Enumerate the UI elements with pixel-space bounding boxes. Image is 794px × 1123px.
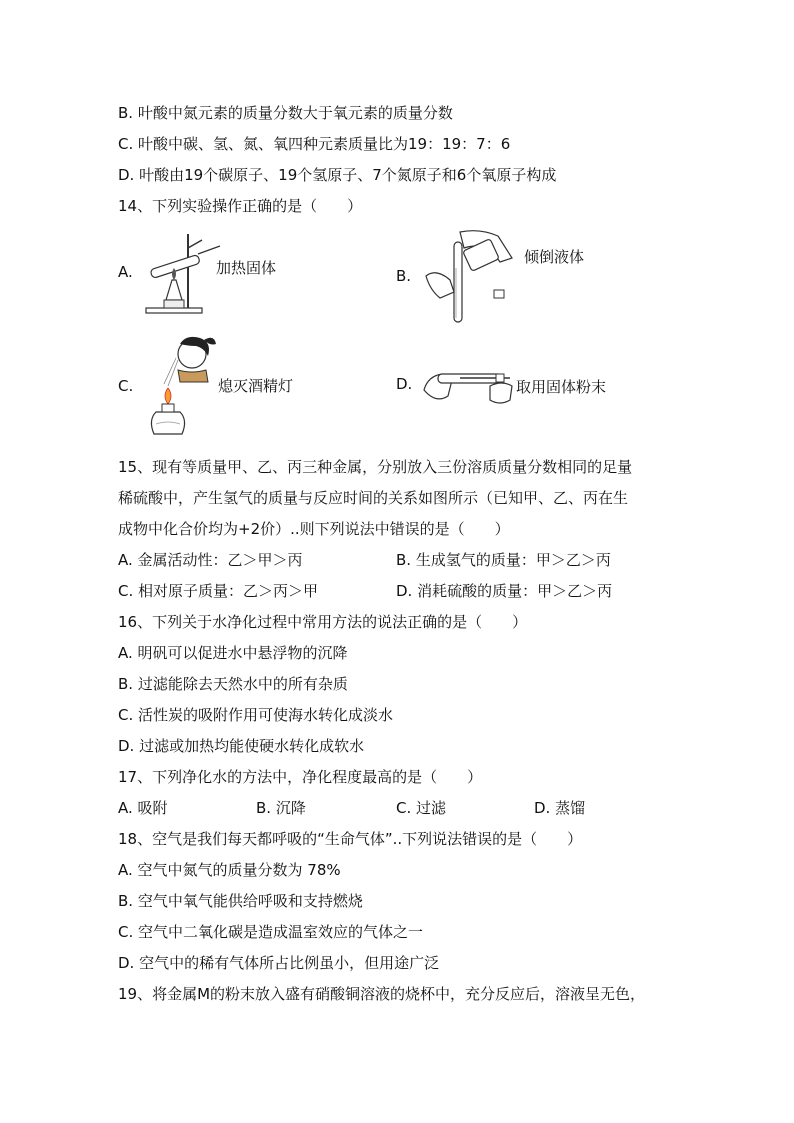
q14-stem: 14、下列实验操作正确的是（ ） <box>118 197 363 215</box>
q15-stem-line-1: 15、现有等质量甲、乙、丙三种金属，分别放入三份溶质质量分数相同的足量 <box>118 458 633 476</box>
adding-powder-to-test-tube-icon <box>420 356 516 412</box>
q16-option-b: B. 过滤能除去天然水中的所有杂质 <box>118 675 348 693</box>
q14-option-d-letter: D. <box>396 375 413 393</box>
q18-stem: 18、空气是我们每天都呼吸的“生命气体”..下列说法错误的是（ ） <box>118 830 583 848</box>
q16-stem: 16、下列关于水净化过程中常用方法的说法正确的是（ ） <box>118 613 528 631</box>
q14-option-b-caption: 倾倒液体 <box>524 247 585 266</box>
q18-option-a: A. 空气中氮气的质量分数为 78% <box>118 861 341 879</box>
q14-option-b <box>396 228 584 324</box>
q15-option-a: A. 金属活动性：乙＞甲＞丙 <box>118 551 303 569</box>
q17-option-d: D. 蒸馏 <box>534 799 586 817</box>
q13-option-d: D. 叶酸由19个碳原子、19个氢原子、7个氮原子和6个氧原子构成 <box>118 166 557 184</box>
q13-option-c: C. 叶酸中碳、氢、氮、氧四种元素质量比为19：19：7：6 <box>118 135 511 153</box>
q14-option-c-caption: 熄灭酒精灯 <box>218 376 294 395</box>
q15-option-c: C. 相对原子质量：乙＞丙＞甲 <box>118 582 319 600</box>
heating-solid-apparatus-icon <box>142 228 224 316</box>
q14-option-a <box>118 228 276 316</box>
q14-option-b-letter: B. <box>396 267 412 285</box>
q16-option-a: A. 明矾可以促进水中悬浮物的沉降 <box>118 644 348 662</box>
q16-option-c: C. 活性炭的吸附作用可使海水转化成淡水 <box>118 706 394 724</box>
q14-option-a-letter: A. <box>118 263 133 281</box>
q17-option-a: A. 吸附 <box>118 799 168 817</box>
q17-stem: 17、下列净化水的方法中，净化程度最高的是（ ） <box>118 768 483 786</box>
q18-option-b: B. 空气中氧气能供给呼吸和支持燃烧 <box>118 892 363 910</box>
q15-option-b: B. 生成氢气的质量：甲＞乙＞丙 <box>396 551 611 569</box>
q14-option-d <box>396 356 606 412</box>
q16-option-d: D. 过滤或加热均能使硬水转化成软水 <box>118 737 365 755</box>
q15-stem-line-2: 稀硫酸中，产生氢气的质量与反应时间的关系如图所示（已知甲、乙、丙在生 <box>118 489 629 507</box>
blowing-out-alcohol-lamp-icon <box>142 334 218 438</box>
q14-option-c <box>118 334 293 438</box>
pouring-liquid-icon <box>420 228 528 324</box>
q17-option-b: B. 沉降 <box>256 799 306 817</box>
q15-stem-line-3: 成物中化合价均为+2价）..则下列说法中错误的是（ ） <box>118 520 510 538</box>
q13-option-b: B. 叶酸中氮元素的质量分数大于氧元素的质量分数 <box>118 104 453 122</box>
q19-stem: 19、将金属M的粉末放入盛有硝酸铜溶液的烧杯中，充分反应后，溶液呈无色， <box>118 985 646 1003</box>
q18-option-d: D. 空气中的稀有气体所占比例虽小，但用途广泛 <box>118 954 440 972</box>
q14-option-d-caption: 取用固体粉末 <box>516 377 607 396</box>
q14-option-c-letter: C. <box>118 377 134 395</box>
q17-option-c: C. 过滤 <box>396 799 447 817</box>
q18-option-c: C. 空气中二氧化碳是造成温室效应的气体之一 <box>118 923 424 941</box>
q14-option-a-caption: 加热固体 <box>216 258 277 277</box>
q15-option-d: D. 消耗硫酸的质量：甲＞乙＞丙 <box>396 582 613 600</box>
